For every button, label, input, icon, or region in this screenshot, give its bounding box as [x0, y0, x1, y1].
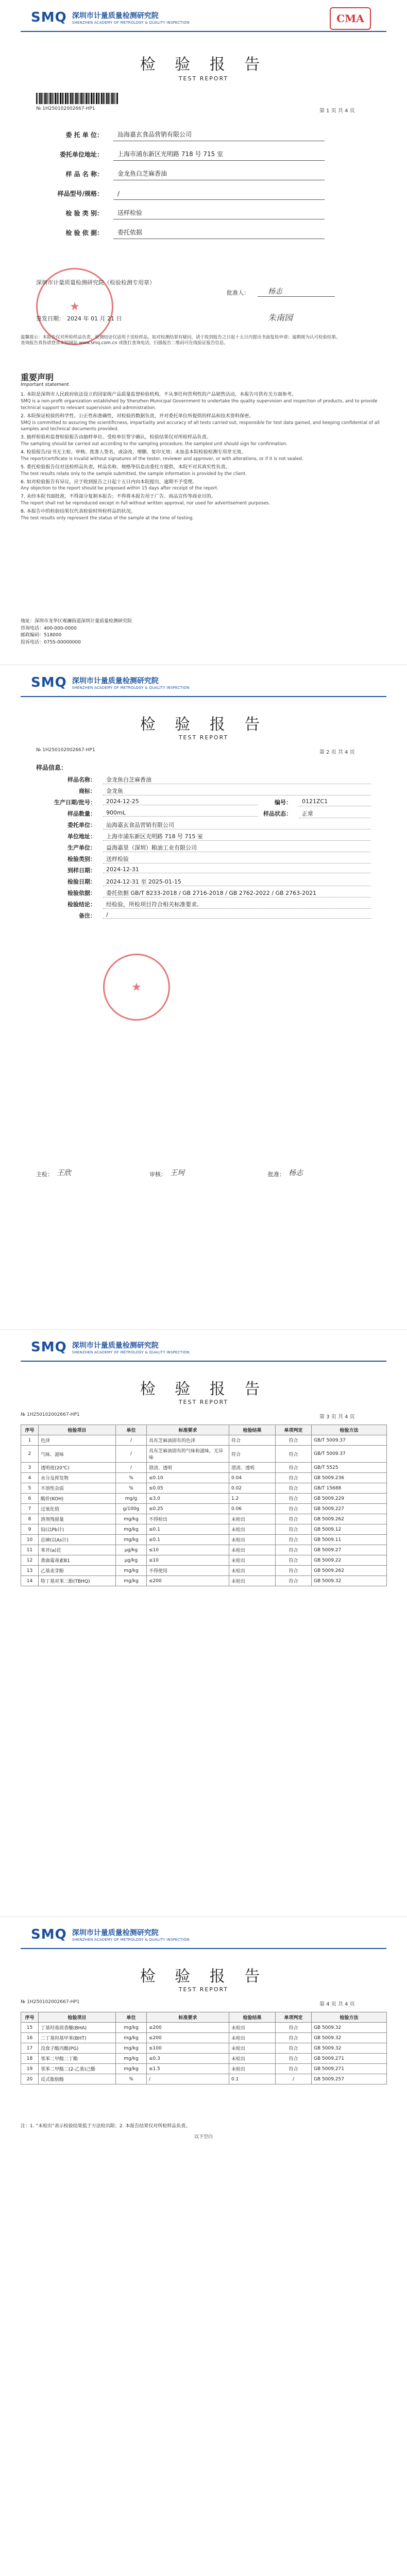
table-cell: 符合 [276, 1483, 312, 1494]
table-cell: mg/kg [116, 1576, 147, 1586]
table-cell: 黄曲霉毒素B1 [39, 1555, 116, 1566]
issue-date: 2024 年 01 月 21 日 [67, 315, 122, 322]
table-cell: 特丁基对苯二酚(TBHQ) [39, 1576, 116, 1586]
smq-logo: SMQ [31, 10, 67, 25]
smq-logo: SMQ [31, 675, 67, 690]
column-header: 标准要求 [147, 1425, 229, 1435]
table-cell: 不得检出 [147, 1514, 229, 1524]
table-cell: ≤0.1 [147, 1535, 229, 1545]
institute-name-en: SHENZHEN ACADEMY OF METROLOGY & QUALITY INSPECTION [72, 21, 190, 25]
approver-label: 批准人： [227, 290, 249, 296]
table-row: 生产日期/批号： 2024-12-25 编号： 0121ZC1 [36, 798, 371, 809]
report-title-en: TEST REPORT [178, 1986, 229, 1993]
table-row [21, 1435, 387, 1446]
table-cell: / [116, 1435, 147, 1446]
report-title: 检 验 报 告 [140, 56, 267, 74]
table-cell: 符合 [276, 2064, 312, 2074]
table-cell: GB/T 5525 [312, 1463, 387, 1473]
table-cell: 符合 [276, 1514, 312, 1524]
client-name: 汕海嘉玄食品营销有限公司 [113, 130, 325, 141]
table-cell: 未检出 [229, 1576, 276, 1586]
report-title: 检 验 报 告 [140, 1380, 267, 1398]
table-cell: 符合 [276, 2054, 312, 2064]
table-cell: mg/kg [116, 1514, 147, 1524]
table-cell: 未检出 [229, 1555, 276, 1566]
table-row [21, 1524, 387, 1535]
table-cell: GB 5009.32 [312, 2043, 387, 2054]
results-table [21, 2012, 387, 2084]
report-title-en: TEST REPORT [178, 75, 229, 82]
table-cell: 7 [21, 1504, 39, 1514]
declaration-item: 6. 如对检验报告有异议，应于收到报告之日起十五日内向本院提出，逾期不予受理。 Any objection to the report should be proposed within 15 days after receipt of the report. [21, 479, 218, 492]
declaration-item: 5. 委托检验报告仅对送检样品负责，样品名称、规格等信息由委托方提供，本院不对其真实性负责。 The test results relate only to the sample submitted, the sample information is provided by the client. [21, 464, 247, 477]
table-row [21, 2033, 387, 2043]
report-page-3 [0, 1329, 407, 1917]
tester-label: 主检： [36, 1171, 53, 1178]
declaration-item: 4. 检验报告/证书无主检、审核、批准人签名，或涂改、增删、复印无效；未加盖本院检验检测专用章无效。 The report/certificate is invalid without signatures of the tester, reviewer and approver, or with alterations, or if it is not sealed. [21, 449, 303, 462]
table-cell: GB 5009.227 [312, 1504, 387, 1514]
table-cell: 澄清、透明 [229, 1463, 276, 1473]
table-cell: 11 [21, 1545, 39, 1555]
table-cell: ≤100 [147, 2043, 229, 2054]
table-cell: 丁基羟基茴香醚(BHA) [39, 2023, 116, 2033]
institute-header: SMQ 深圳市计量质量检测研究院 SHENZHEN ACADEMY OF METROLOGY & QUALITY INSPECTION [31, 1340, 190, 1355]
contact-info: 地址：深圳市龙华区观澜街道深圳计量质量检测研究院 咨询电话：400-000-0000 邮政编码：518000 投诉电话：0755-00000000 [21, 619, 132, 645]
institute-header: SMQ 深圳市计量质量检测研究院 SHENZHEN ACADEMY OF METROLOGY & QUALITY INSPECTION [31, 675, 190, 690]
table-cell: 19 [21, 2064, 39, 2074]
table-row [21, 1504, 387, 1514]
info-row: 样品型号/规格： / [36, 180, 325, 200]
table-cell: g/100g [116, 1504, 147, 1514]
report-number: № 1H250102002667-HP1 [21, 1999, 80, 2005]
table-cell: 色泽 [39, 1435, 116, 1446]
declaration-item: 3. 抽样检验和监督检验报告由抽样单位、受检单位签字确认，检验结果仅对所检样品负责。 The sampling should be carried out according to the sampling procedure, the sampled unit should sign for confirmation. [21, 434, 287, 447]
table-cell: 符合 [276, 1504, 312, 1514]
page-number: 第 3 页 共 4 页 [319, 1414, 355, 1420]
table-cell: ≤200 [147, 1576, 229, 1586]
table-row: 检验结论： 经检验，所检项目符合相关标准要求。 [36, 900, 371, 911]
column-header: 标准要求 [147, 2012, 229, 2023]
table-cell: 0.04 [229, 1473, 276, 1483]
inspection-seal-icon: ★ [103, 954, 170, 1021]
table-cell: 符合 [276, 1524, 312, 1535]
table-cell: 澄清、透明 [147, 1463, 229, 1473]
table-cell: 不得使用 [147, 1566, 229, 1576]
table-cell: / [276, 2074, 312, 2084]
table-cell: ≤1.5 [147, 2064, 229, 2074]
table-row [21, 2043, 387, 2054]
table-cell: 未检出 [229, 2054, 276, 2064]
table-cell: GB 5009.27 [312, 1545, 387, 1555]
table-cell: 1 [21, 1435, 39, 1446]
table-cell: / [116, 1446, 147, 1463]
table-cell: mg/kg [116, 2064, 147, 2074]
table-cell: 苯并(a)芘 [39, 1545, 116, 1555]
table-cell: / [147, 2074, 229, 2084]
table-cell: 符合 [229, 1446, 276, 1463]
table-cell: ≤200 [147, 2023, 229, 2033]
table-cell: 水分及挥发物 [39, 1473, 116, 1483]
table-cell: 13 [21, 1566, 39, 1576]
table-cell: GB/T 5009.37 [312, 1435, 387, 1446]
column-header: 单项判定 [276, 1425, 312, 1435]
table-cell: 铅(以Pb计) [39, 1524, 116, 1535]
table-cell: 6 [21, 1494, 39, 1504]
column-header: 序号 [21, 2012, 39, 2023]
table-cell: % [116, 1483, 147, 1494]
header-divider [21, 1948, 386, 1949]
table-cell: GB/T 5009.37 [312, 1446, 387, 1463]
declaration-title: 重要声明 [21, 372, 54, 382]
table-cell: 2 [21, 1446, 39, 1463]
table-cell: GB 5009.32 [312, 2023, 387, 2033]
table-row [21, 1446, 387, 1463]
table-cell: 9 [21, 1524, 39, 1535]
table-cell: 未检出 [229, 2043, 276, 2054]
approver-handwriting: 朱南园 [268, 313, 293, 323]
report-title-en: TEST REPORT [178, 734, 229, 741]
report-number: № 1H250102002667-HP1 [36, 106, 95, 111]
test-category: 送样检验 [113, 208, 325, 219]
table-cell: 20 [21, 2074, 39, 2084]
table-cell: mg/g [116, 1494, 147, 1504]
page-number: 第 2 页 共 4 页 [319, 750, 355, 755]
results-notes [21, 2123, 386, 2141]
table-cell: ≤200 [147, 2033, 229, 2043]
page-number: 第 1 页 共 4 页 [319, 108, 355, 114]
table-cell: 0.1 [229, 2074, 276, 2084]
table-cell: 未检出 [229, 1535, 276, 1545]
table-cell: 14 [21, 1576, 39, 1586]
client-address: 上海市浦东新区光明路 718 号 715 室 [113, 149, 325, 161]
table-cell: ≤10 [147, 1555, 229, 1566]
table-cell: % [116, 2074, 147, 2084]
table-cell: 符合 [276, 1446, 312, 1463]
table-cell: GB 5009.229 [312, 1494, 387, 1504]
table-row: 生产单位： 益海嘉里（深圳）粮油工业有限公司 [36, 843, 371, 855]
declaration-list [21, 392, 387, 523]
institute-header [31, 7, 190, 28]
table-cell: 符合 [276, 1494, 312, 1504]
table-row: 商标： 金龙鱼 [36, 787, 371, 798]
table-cell: 符合 [276, 1435, 312, 1446]
table-cell: mg/kg [116, 2043, 147, 2054]
header-divider [21, 696, 386, 697]
table-cell: μg/kg [116, 1555, 147, 1566]
sample-model: / [113, 190, 325, 200]
table-cell: 12 [21, 1555, 39, 1566]
table-cell: 0.06 [229, 1504, 276, 1514]
sample-info-table [36, 775, 371, 923]
table-cell: 未检出 [229, 1566, 276, 1576]
table-cell: mg/kg [116, 1566, 147, 1576]
table-row [21, 1463, 387, 1473]
info-row: 委 托 单 位： 汕海嘉玄食品营销有限公司 [36, 122, 325, 141]
table-cell: ≤0.25 [147, 1504, 229, 1514]
table-row [21, 2064, 387, 2074]
table-header-row [21, 1425, 387, 1435]
table-row [21, 1555, 387, 1566]
table-row: 检验类别： 送样检验 [36, 855, 371, 866]
cma-mark-icon: CMA [330, 7, 371, 30]
table-cell: 气味、滋味 [39, 1446, 116, 1463]
table-cell: ≤0.3 [147, 2054, 229, 2064]
approver-line [258, 296, 335, 297]
approver-signature: 杨志 [289, 1169, 303, 1177]
column-header: 检验结果 [229, 1425, 276, 1435]
cover-notice: 温馨提示：本报告仅对所检样品负责，检测结论仅适用于送检样品。如对检测结果有疑问，请于收到报告之日起十五日内提出书面复检申请；逾期视为认可检验结果。 查询报告真伪请登录本院网站 www.smq.com.cn 或拨打查询电话，扫描报告二维码可在线验证报告信息。 [21, 335, 341, 346]
column-header: 检验方法 [312, 2012, 387, 2023]
table-row: 检验日期： 2024-12-31 至 2025-01-15 [36, 877, 371, 889]
page-number: 第 4 页 共 4 页 [319, 2002, 355, 2007]
reviewer-label: 审核： [149, 1171, 166, 1178]
table-cell: GB 5009.262 [312, 1514, 387, 1524]
table-row [21, 1535, 387, 1545]
table-cell: GB 5009.271 [312, 2054, 387, 2064]
table-row [21, 1514, 387, 1524]
table-row [21, 2054, 387, 2064]
section-title: 样品信息： [36, 764, 67, 771]
table-cell: / [116, 1463, 147, 1473]
table-cell: 没食子酸丙酯(PG) [39, 2043, 116, 2054]
report-title-en: TEST REPORT [178, 1399, 229, 1405]
sample-name: 金龙鱼白芝麻香油 [113, 169, 325, 180]
table-cell: 8 [21, 1514, 39, 1524]
table-cell: ≤3.0 [147, 1494, 229, 1504]
table-cell: 符合 [276, 2033, 312, 2043]
table-cell: 未检出 [229, 2023, 276, 2033]
table-cell: 符合 [276, 1473, 312, 1483]
table-cell: GB 5009.32 [312, 1576, 387, 1586]
table-cell: GB 5009.11 [312, 1535, 387, 1545]
table-cell: 具有芝麻油固有的气味和滋味，无异味 [147, 1446, 229, 1463]
official-seal-icon: ★ [36, 268, 113, 345]
column-header: 单项判定 [276, 2012, 312, 2023]
table-cell: 10 [21, 1535, 39, 1545]
table-row: 单位地址： 上海市浦东新区光明路 718 号 715 室 [36, 832, 371, 843]
table-cell: 溶剂残留量 [39, 1514, 116, 1524]
table-row: 样品数量： 900mL 样品状态： 正常 [36, 809, 371, 821]
table-cell: 未检出 [229, 2064, 276, 2074]
table-cell: GB 5009.262 [312, 1566, 387, 1576]
info-row: 检 验 依 据： 委托依据 [36, 219, 325, 239]
declaration-subtitle: Important statement [21, 382, 69, 387]
table-cell: 符合 [276, 1535, 312, 1545]
info-row: 样 品 名 称： 金龙鱼白芝麻香油 [36, 161, 325, 180]
approver-label: 批准： [268, 1171, 285, 1178]
table-cell: GB 5009.12 [312, 1524, 387, 1535]
table-cell: 未检出 [229, 2033, 276, 2043]
table-cell: 透明度(20℃) [39, 1463, 116, 1473]
table-header-row [21, 2012, 387, 2023]
table-cell: ≤0.1 [147, 1524, 229, 1535]
column-header: 检验结果 [229, 2012, 276, 2023]
table-cell: mg/kg [116, 1524, 147, 1535]
cover-info-table [36, 122, 325, 239]
table-row: 检验依据： 委托依据 GB/T 8233-2018 / GB 2716-2018 / GB 2762-2022 / GB 2763-2021 [36, 889, 371, 900]
declaration-item: 7. 未经本院书面批准，不得部分复制本报告；不得将本报告用于广告、商品宣传等商业目的。 The report shall not be reproduced except in full without written approval, nor used for advertisement purposes. [21, 494, 270, 506]
table-cell: GB 5009.271 [312, 2064, 387, 2074]
report-page-2 [0, 665, 407, 1329]
column-header: 检验方法 [312, 1425, 387, 1435]
table-cell: 未检出 [229, 1524, 276, 1535]
table-cell: 16 [21, 2033, 39, 2043]
table-cell: 0.02 [229, 1483, 276, 1494]
table-cell: ≤10 [147, 1545, 229, 1555]
barcode-icon [36, 93, 118, 104]
test-basis: 委托依据 [113, 228, 325, 239]
table-row [21, 1494, 387, 1504]
info-row: 委托单位地址： 上海市浦东新区光明路 718 号 715 室 [36, 141, 325, 161]
table-cell: 乙基麦芽酚 [39, 1566, 116, 1576]
header-divider [21, 31, 386, 32]
table-cell: 符合 [276, 2023, 312, 2033]
table-cell: 符合 [276, 1555, 312, 1566]
table-row [21, 1545, 387, 1555]
report-title: 检 验 报 告 [140, 716, 267, 734]
institute-header: SMQ 深圳市计量质量检测研究院 SHENZHEN ACADEMY OF METROLOGY & QUALITY INSPECTION [31, 1927, 190, 1942]
table-cell: 未检出 [229, 1514, 276, 1524]
column-header: 单位 [116, 2012, 147, 2023]
table-cell: % [116, 1473, 147, 1483]
column-header: 序号 [21, 1425, 39, 1435]
table-cell: 符合 [229, 1435, 276, 1446]
table-cell: GB 5009.22 [312, 1555, 387, 1566]
table-cell: 反式脂肪酸 [39, 2074, 116, 2084]
table-row [21, 2023, 387, 2033]
seal-caption: 深圳市计量质量检测研究院（检验检测专用章） [36, 279, 155, 286]
table-cell: 符合 [276, 1576, 312, 1586]
table-row: 备注： / [36, 911, 371, 923]
table-cell: 总砷(以As计) [39, 1535, 116, 1545]
table-cell: 二丁基羟基甲苯(BHT) [39, 2033, 116, 2043]
table-cell: mg/kg [116, 2033, 147, 2043]
table-cell: GB 5009.32 [312, 2033, 387, 2043]
reviewer-signature: 王珂 [170, 1169, 184, 1177]
table-cell: μg/kg [116, 1545, 147, 1555]
header-divider [21, 1361, 386, 1362]
table-cell: 不溶性杂质 [39, 1483, 116, 1494]
note-line: 注：1. “未检出”表示检验结果低于方法检出限；2. 本报告结果仅对所检样品负责。 [21, 2124, 191, 2129]
report-title: 检 验 报 告 [140, 1968, 267, 1986]
table-row: 样品名称： 金龙鱼白芝麻香油 [36, 775, 371, 787]
table-cell: 5 [21, 1483, 39, 1494]
table-cell: GB 5009.236 [312, 1473, 387, 1483]
table-cell: 邻苯二甲酸二(2-乙基)己酯 [39, 2064, 116, 2074]
table-cell: 3 [21, 1463, 39, 1473]
table-cell: 符合 [276, 2043, 312, 2054]
table-cell: 17 [21, 2043, 39, 2054]
table-cell: GB 5009.257 [312, 2074, 387, 2084]
table-cell: 酸价(KOH) [39, 1494, 116, 1504]
column-header: 单位 [116, 1425, 147, 1435]
end-of-report: 以下空白 [194, 2134, 213, 2140]
smq-logo: SMQ [31, 1340, 67, 1355]
table-row [21, 1473, 387, 1483]
table-row: 委托单位： 汕海嘉玄食品营销有限公司 [36, 821, 371, 832]
table-cell: 邻苯二甲酸二丁酯 [39, 2054, 116, 2064]
declaration-item: 2. 本院保证检验的科学性、公正性和准确性，对检验的数据负责，并对委托单位所提供的样品和技术资料保密。 SMQ is committed to assuring the scientificness, impartiality and accuracy of all tests carried out, responsible for test data gained, and keeping confidential of all samples and technical documents provided. [21, 413, 380, 432]
table-cell: 1.2 [229, 1494, 276, 1504]
report-number: № 1H250102002667-HP1 [21, 1412, 80, 1417]
table-cell: mg/kg [116, 2054, 147, 2064]
table-cell: mg/kg [116, 1535, 147, 1545]
table-cell: 15 [21, 2023, 39, 2033]
report-cover-page [0, 0, 407, 665]
declaration-item: 1. 本院是深圳市人民政府依法设立的国家级产品质量监督检验机构，不从事任何营利性的产品销售活动，本报告可供有关方面参考。 SMQ is a non-profit organization established by Shenzhen Municipal Government to undertake the quality supervision and inspection of products, and to provide technical support to relevant supervision and administration. [21, 392, 378, 411]
tester-signature: 王欣 [57, 1169, 71, 1177]
table-row [21, 1576, 387, 1586]
info-row: 检 验 类 别： 送样检验 [36, 200, 325, 219]
table-cell: 符合 [276, 1566, 312, 1576]
table-cell: 符合 [276, 1463, 312, 1473]
institute-name-cn: 深圳市计量质量检测研究院 [72, 12, 159, 20]
table-cell: ≤0.05 [147, 1483, 229, 1494]
declaration-item: 8. 本报告中的检验结果仅代表检验时所检样品的状况。 The test results only represent the status of the sample at the time of testing. [21, 509, 194, 521]
column-header: 检验项目 [39, 2012, 116, 2023]
table-cell: ≤0.10 [147, 1473, 229, 1483]
table-cell: mg/kg [116, 2023, 147, 2033]
table-row [21, 1566, 387, 1576]
issue-date-label: 签发日期： [36, 315, 64, 322]
table-cell: 符合 [276, 1545, 312, 1555]
table-row: 到样日期： 2024-12-31 [36, 866, 371, 877]
table-cell: 18 [21, 2054, 39, 2064]
table-row [21, 1483, 387, 1494]
report-number: № 1H250102002667-HP1 [36, 748, 95, 753]
table-cell: 具有芝麻油固有的色泽 [147, 1435, 229, 1446]
table-cell: 4 [21, 1473, 39, 1483]
table-row [21, 2074, 387, 2084]
table-cell: GB/T 15688 [312, 1483, 387, 1494]
table-cell: 过氧化值 [39, 1504, 116, 1514]
results-table [21, 1425, 387, 1586]
table-cell: 未检出 [229, 1545, 276, 1555]
smq-logo: SMQ [31, 1927, 67, 1942]
approver-signature: 杨志 [268, 287, 282, 296]
report-page-4 [0, 1917, 407, 2576]
column-header: 检验项目 [39, 1425, 116, 1435]
